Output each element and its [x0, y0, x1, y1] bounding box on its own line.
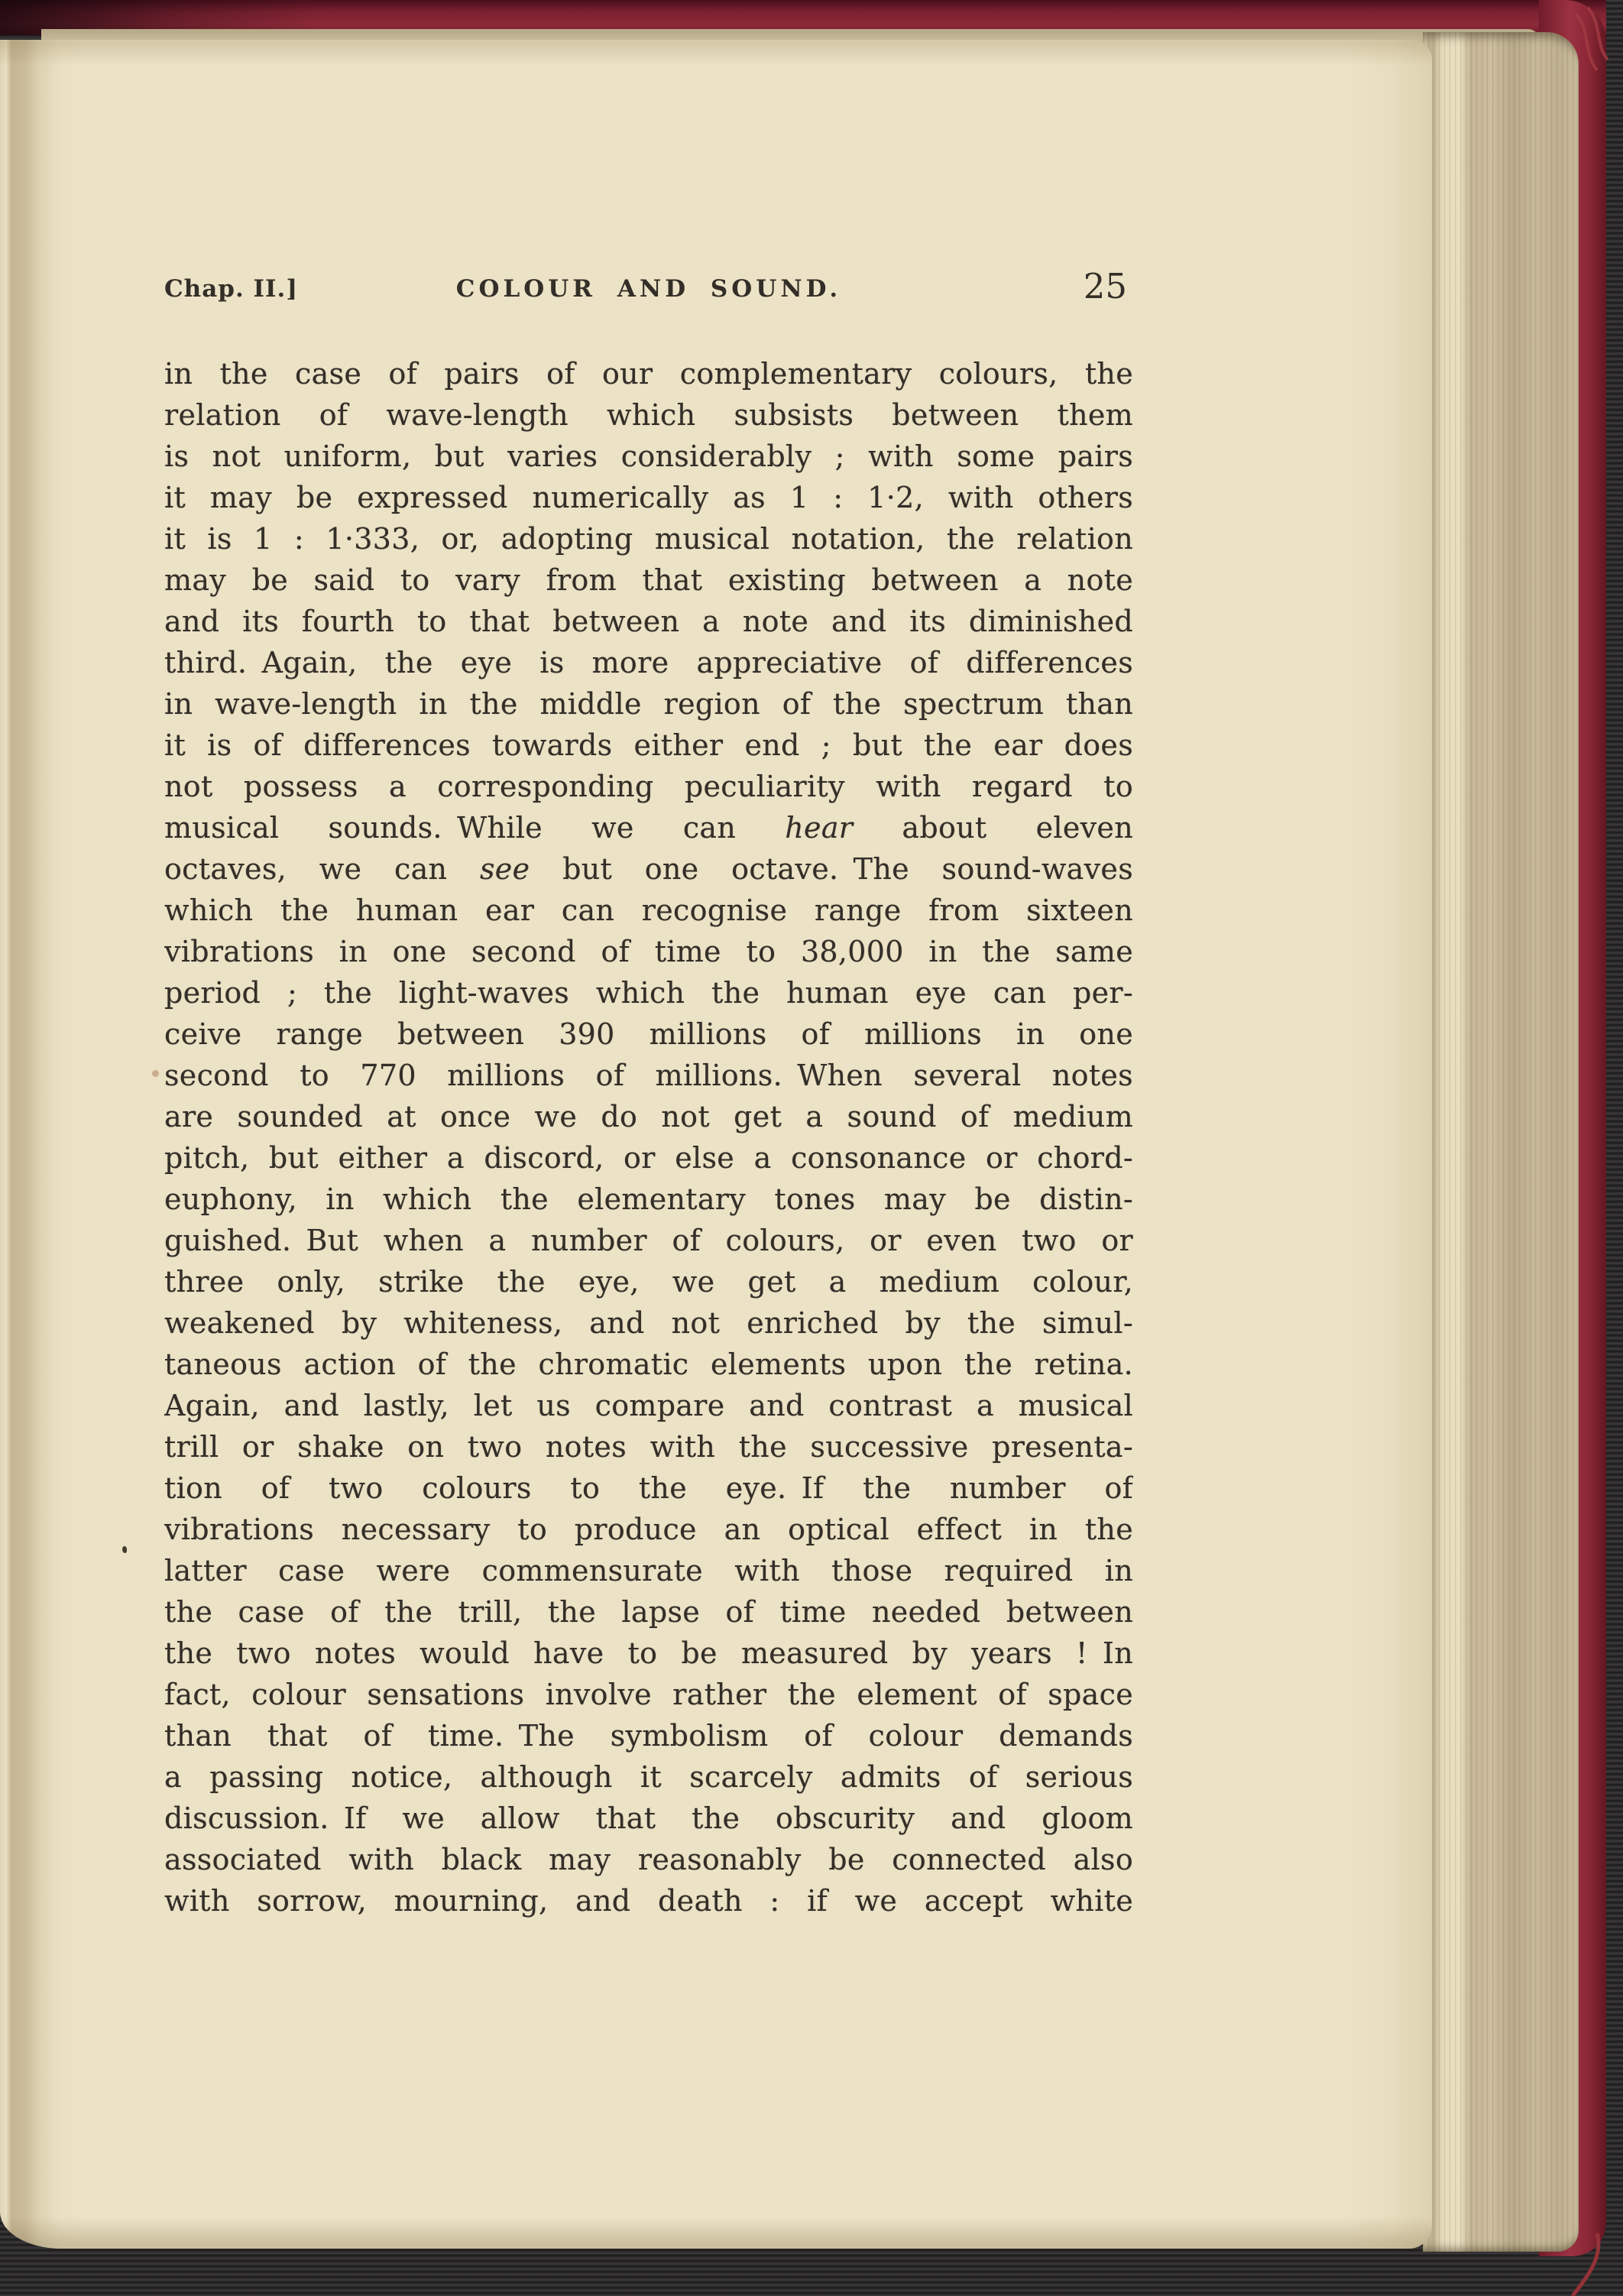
text-line: it is of differences towards either end ; but the ear does	[164, 728, 1133, 762]
text-line: discussion. If we allow that the obscurity and gloom	[164, 1801, 1133, 1835]
text-line: than that of time. The symbolism of colour demands	[164, 1719, 1133, 1753]
text-line: which the human ear can recognise range from sixteen	[164, 893, 1133, 927]
text-line: may be said to vary from that existing between a note	[164, 563, 1133, 597]
ink-speck	[122, 1546, 127, 1553]
text-line: the two notes would have to be measured by years ! In	[164, 1636, 1133, 1670]
text-line: is not uniform, but varies considerably ; with some pairs	[164, 439, 1133, 473]
text-line: taneous action of the chromatic elements upon the retina.	[164, 1347, 1133, 1381]
paper-speck	[152, 1070, 159, 1077]
text-line: trill or shake on two notes with the successive presenta-	[164, 1430, 1133, 1464]
page-number: 25	[1083, 266, 1127, 306]
text-line: not possess a corresponding peculiarity with regard to	[164, 770, 1133, 803]
text-line: the case of the trill, the lapse of time needed between	[164, 1595, 1133, 1629]
text-line: Again, and lastly, let us compare and contrast a musical	[164, 1389, 1133, 1422]
text-line: it is 1 : 1·333, or, adopting musical notation, the relation	[164, 522, 1133, 556]
text-line: are sounded at once we do not get a sound of medium	[164, 1100, 1133, 1133]
text-line: and its fourth to that between a note and its diminished	[164, 605, 1133, 638]
text-line: octaves, we can see but one octave. The sound-waves	[164, 852, 1133, 886]
text-line: fact, colour sensations involve rather the element of space	[164, 1678, 1133, 1711]
text-line: second to 770 millions of millions. When several notes	[164, 1059, 1133, 1092]
text-line: guished. But when a number of colours, or even two or	[164, 1224, 1133, 1257]
text-line: euphony, in which the elementary tones may be distin-	[164, 1182, 1133, 1216]
text-line: weakened by whiteness, and not enriched by the simul-	[164, 1306, 1133, 1340]
text-line: three only, strike the eye, we get a medium colour,	[164, 1265, 1133, 1299]
text-line: a passing notice, although it scarcely admits of serious	[164, 1760, 1133, 1794]
running-title: COLOUR AND SOUND.	[455, 275, 842, 303]
text-block	[164, 353, 1133, 1921]
text-line: vibrations necessary to produce an optical effect in the	[164, 1513, 1133, 1546]
text-line: in wave-length in the middle region of the spectrum than	[164, 687, 1133, 721]
text-line: pitch, but either a discord, or else a consonance or chord-	[164, 1141, 1133, 1175]
book-page	[0, 40, 1432, 2249]
text-line: it may be expressed numerically as 1 : 1·2, with others	[164, 481, 1133, 514]
text-line: vibrations in one second of time to 38,000 in the same	[164, 935, 1133, 968]
text-line: third. Again, the eye is more appreciative of differences	[164, 646, 1133, 679]
text-line: tion of two colours to the eye. If the number of	[164, 1471, 1133, 1505]
text-line: in the case of pairs of our complementary colours, the	[164, 357, 1133, 391]
text-line: associated with black may reasonably be connected also	[164, 1843, 1133, 1876]
text-line: relation of wave-length which subsists between them	[164, 398, 1133, 432]
text-line: latter case were commensurate with those required in	[164, 1554, 1133, 1587]
text-line: with sorrow, mourning, and death : if we accept white	[164, 1884, 1133, 1918]
text-line: period ; the light-waves which the human eye can per-	[164, 976, 1133, 1010]
text-line: musical sounds. While we can hear about eleven	[164, 811, 1133, 845]
text-line: ceive range between 390 millions of millions in one	[164, 1017, 1133, 1051]
page-header	[164, 266, 1133, 312]
chapter-label: Chap. II.]	[164, 275, 299, 303]
page-stack-fore-edge	[1423, 32, 1579, 2252]
